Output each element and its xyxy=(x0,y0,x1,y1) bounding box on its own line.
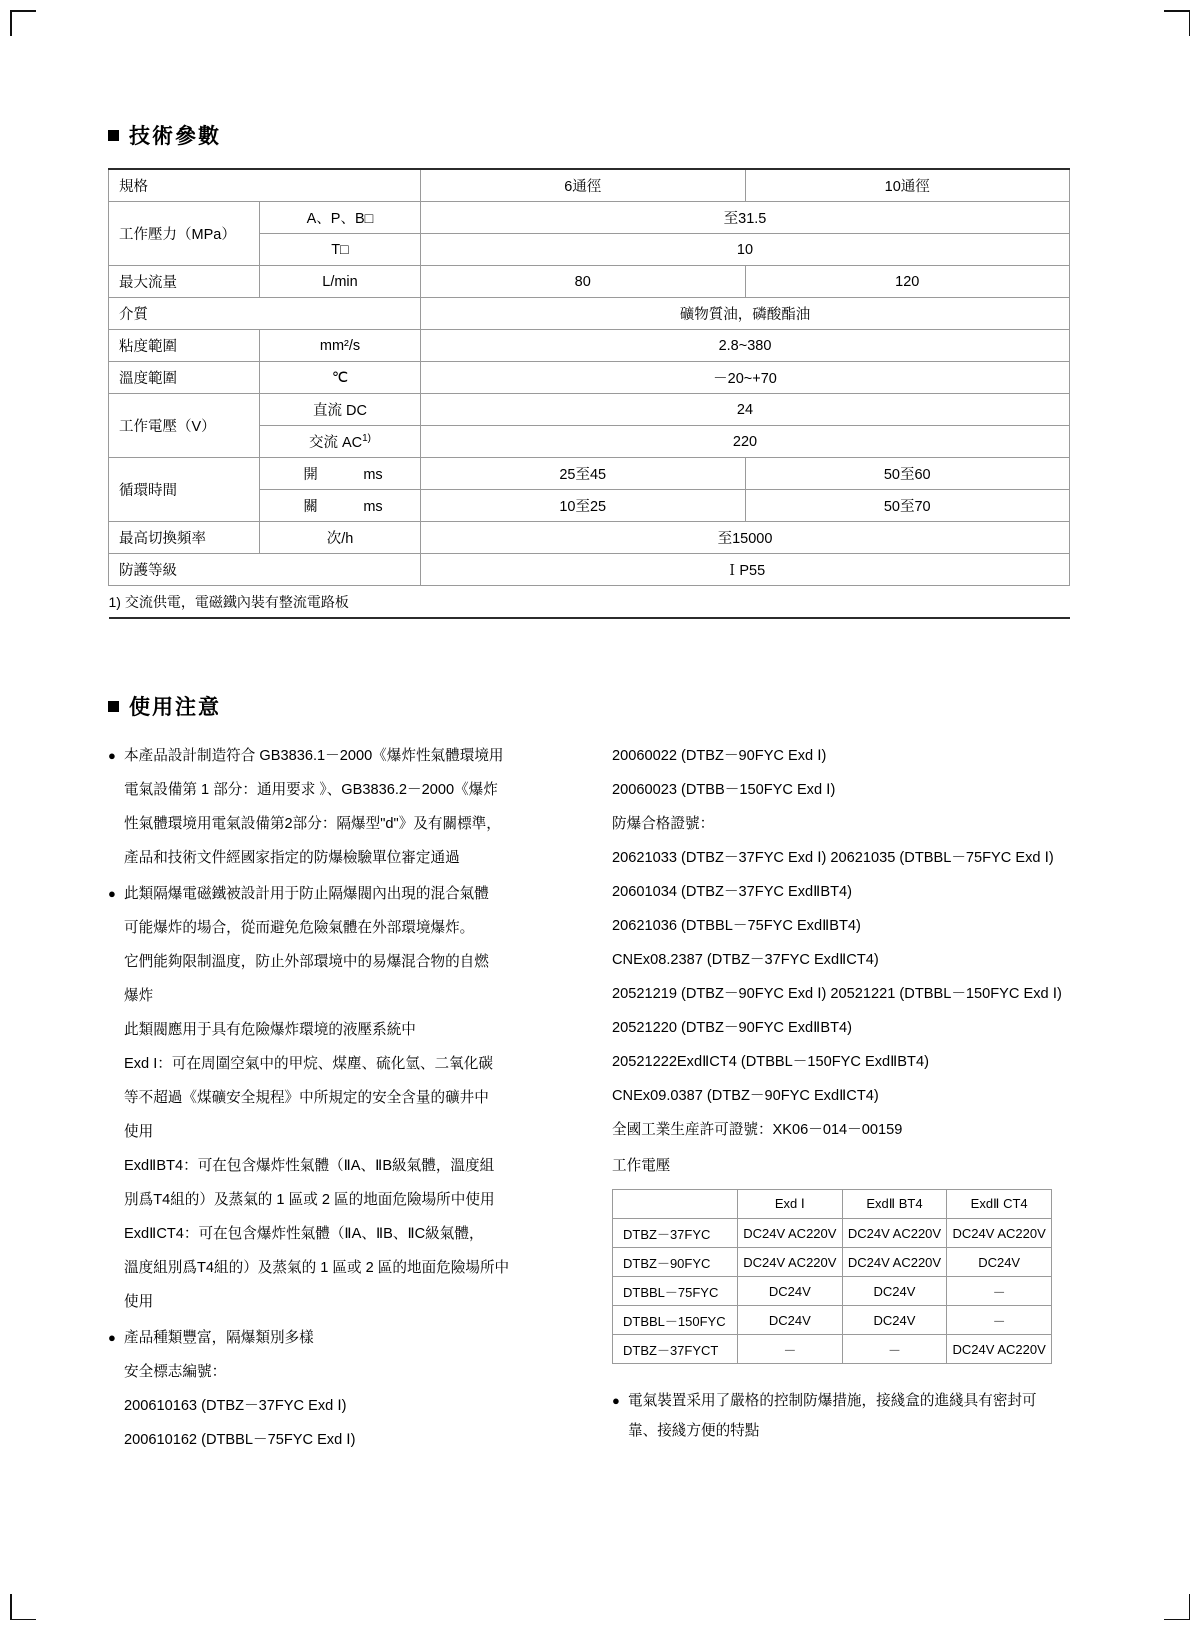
document-content xyxy=(108,120,1070,1459)
note-line: 安全標志編號： xyxy=(124,1364,227,1380)
spec-label: 循環時間 xyxy=(109,458,260,522)
cert-line: 20060023 (DTBB－150FYC Exd Ⅰ) xyxy=(612,782,836,798)
note-line: 200610163 (DTBZ－37FYC Exd Ⅰ) xyxy=(124,1398,347,1414)
cert-line: 20521222ExdⅡCT4 (DTBBL－150FYC ExdⅡBT4) xyxy=(612,1054,929,1070)
note-line: 它們能夠限制溫度，防止外部環境中的易爆混合物的自燃 xyxy=(124,954,489,970)
voltage-cell: DC24V AC220V xyxy=(738,1248,843,1277)
voltage-cell: － xyxy=(738,1335,843,1364)
spec-label: 最大流量 xyxy=(109,266,260,298)
table-row xyxy=(613,1277,1052,1306)
square-bullet-icon xyxy=(108,701,119,712)
column-header: ExdⅡ BT4 xyxy=(842,1190,947,1219)
note-line: 使用 xyxy=(124,1294,154,1310)
spec-value: 24 xyxy=(421,394,1070,426)
table-row xyxy=(109,202,1070,234)
table-row xyxy=(109,330,1070,362)
note-line: 此類閥應用于具有危險爆炸環境的液壓系統中 xyxy=(124,1022,416,1038)
spec-value: －20~+70 xyxy=(421,362,1070,394)
spec-unit xyxy=(260,458,421,490)
note-line: 電氣設備第 1 部分：通用要求 》、GB3836.2－2000《爆炸 xyxy=(124,782,498,798)
list-item xyxy=(108,1321,578,1457)
spec-label: 介質 xyxy=(109,298,421,330)
spec-value: ＩP55 xyxy=(421,554,1070,586)
spec-value-10: 10通徑 xyxy=(745,169,1070,202)
spec-unit-prefix: 關 xyxy=(303,499,318,515)
spec-section-title: 技術參數 xyxy=(129,125,221,148)
spec-unit xyxy=(260,426,421,458)
voltage-cell: DC24V AC220V xyxy=(842,1248,947,1277)
cert-line: CNEx08.2387 (DTBZ－37FYC ExdⅡCT4) xyxy=(612,952,879,968)
voltage-cell: － xyxy=(947,1306,1052,1335)
round-bullet-icon: ● xyxy=(108,886,116,901)
note-line: 使用 xyxy=(124,1124,154,1140)
model-name: DTBZ－90FYC xyxy=(613,1248,738,1277)
note-line: 溫度組別爲T4組的）及蒸氣的 1 區或 2 區的地面危險場所中 xyxy=(124,1260,510,1276)
round-bullet-icon: ● xyxy=(108,748,116,763)
note-line: 產品和技術文件經國家指定的防爆檢驗單位審定通過 xyxy=(124,850,460,866)
spec-unit-text: 交流 AC xyxy=(308,435,363,451)
table-row xyxy=(613,1219,1052,1248)
spec-label: 規格 xyxy=(109,169,421,202)
spec-section-heading xyxy=(108,120,1070,150)
voltage-cell: DC24V AC220V xyxy=(842,1219,947,1248)
note-line: 靠、接綫方便的特點 xyxy=(628,1423,760,1439)
spec-unit xyxy=(260,490,421,522)
voltage-cell: DC24V xyxy=(842,1306,947,1335)
note-line: 爆炸 xyxy=(124,988,154,1004)
list-item-body xyxy=(124,877,578,1319)
table-row xyxy=(109,522,1070,554)
list-item-body xyxy=(124,1321,578,1457)
voltage-cell: DC24V xyxy=(842,1277,947,1306)
spec-unit-prefix: 開 xyxy=(303,467,318,483)
list-item xyxy=(612,1386,1070,1446)
spec-unit: ℃ xyxy=(260,362,421,394)
model-name: DTBZ－37FYCT xyxy=(613,1335,738,1364)
note-line: ExdⅡCT4：可在包含爆炸性氣體（ⅡA、ⅡB、ⅡC級氣體， xyxy=(124,1226,484,1242)
spec-label: 溫度範圍 xyxy=(109,362,260,394)
spec-value: 220 xyxy=(421,426,1070,458)
list-item-body xyxy=(628,1386,1070,1446)
spec-label: 最高切換頻率 xyxy=(109,522,260,554)
crop-mark-top-left xyxy=(10,10,36,36)
voltage-cell: DC24V AC220V xyxy=(947,1219,1052,1248)
crop-mark-top-right xyxy=(1164,10,1190,36)
cert-line: 防爆合格證號： xyxy=(612,816,715,832)
column-header xyxy=(613,1190,738,1219)
list-item xyxy=(108,739,578,875)
voltage-cell: DC24V xyxy=(738,1306,843,1335)
square-bullet-icon xyxy=(108,130,119,141)
list-item-body xyxy=(124,739,578,875)
list-item xyxy=(108,877,578,1319)
voltage-cell: DC24V AC220V xyxy=(947,1335,1052,1364)
model-name: DTBBL－75FYC xyxy=(613,1277,738,1306)
voltage-cell: － xyxy=(947,1277,1052,1306)
cert-line: 20601034 (DTBZ－37FYC ExdⅡBT4) xyxy=(612,884,852,900)
spec-value-6: 6通徑 xyxy=(421,169,746,202)
spec-unit: 直流 DC xyxy=(260,394,421,426)
cert-line: 全國工業生産許可證號：XK06－014－00159 xyxy=(612,1122,903,1138)
voltage-cell: DC24V xyxy=(738,1277,843,1306)
spec-footnote: 1) 交流供電，電磁鐵內裝有整流電路板 xyxy=(109,586,1070,619)
column-header: Exd Ⅰ xyxy=(738,1190,843,1219)
notes-columns xyxy=(108,739,1070,1459)
table-row xyxy=(109,169,1070,202)
cert-line: 20621033 (DTBZ－37FYC Exd Ⅰ) 20621035 (DTBBL－75FYC Exd Ⅰ) xyxy=(612,850,1054,866)
spec-label: 工作壓力（MPa） xyxy=(109,202,260,266)
notes-right-column xyxy=(612,739,1070,1459)
note-line: 可能爆炸的場合，從而避免危險氣體在外部環境爆炸。 xyxy=(124,920,475,936)
cert-line: 20521220 (DTBZ－90FYC ExdⅡBT4) xyxy=(612,1020,852,1036)
crop-mark-bottom-left xyxy=(10,1594,36,1620)
note-line: 產品種類豐富，隔爆類別多樣 xyxy=(124,1330,314,1346)
spec-unit: T□ xyxy=(260,234,421,266)
table-row xyxy=(109,554,1070,586)
table-row xyxy=(109,298,1070,330)
spec-unit-superscript: 1) xyxy=(362,433,372,445)
note-line: ExdⅡBT4：可在包含爆炸性氣體（ⅡA、ⅡB級氣體，溫度組 xyxy=(124,1158,495,1174)
table-row xyxy=(109,362,1070,394)
spec-unit: A、P、B□ xyxy=(260,202,421,234)
notes-section xyxy=(108,691,1070,1459)
cert-line: CNEx09.0387 (DTBZ－90FYC ExdⅡCT4) xyxy=(612,1088,879,1104)
round-bullet-icon: ● xyxy=(612,1393,620,1408)
spec-unit-text: ms xyxy=(363,467,383,483)
voltage-cell: DC24V xyxy=(947,1248,1052,1277)
spec-label: 粘度範圍 xyxy=(109,330,260,362)
spec-value: 10 xyxy=(421,234,1070,266)
notes-left-column xyxy=(108,739,578,1459)
spec-value-6: 10至25 xyxy=(421,490,746,522)
model-name: DTBBL－150FYC xyxy=(613,1306,738,1335)
round-bullet-icon: ● xyxy=(108,1330,116,1345)
note-line: Exd I：可在周圍空氣中的甲烷、煤塵、硫化氫、二氧化碳 xyxy=(124,1056,493,1072)
voltage-cell: DC24V AC220V xyxy=(738,1219,843,1248)
table-row xyxy=(613,1335,1052,1364)
voltage-table xyxy=(612,1189,1052,1364)
note-line: 此類隔爆電磁鐵被設計用于防止隔爆閥內出現的混合氣體 xyxy=(124,886,489,902)
spec-unit: 次/h xyxy=(260,522,421,554)
spec-value: 至15000 xyxy=(421,522,1070,554)
table-row xyxy=(109,458,1070,490)
crop-mark-bottom-right xyxy=(1164,1594,1190,1620)
spec-value-10: 50至70 xyxy=(745,490,1070,522)
note-line: 等不超過《煤礦安全規程》中所規定的安全含量的礦井中 xyxy=(124,1090,489,1106)
spec-label: 工作電壓（V） xyxy=(109,394,260,458)
table-row xyxy=(613,1248,1052,1277)
notes-section-title: 使用注意 xyxy=(129,696,221,719)
note-line: 200610162 (DTBBL－75FYC Exd Ⅰ) xyxy=(124,1432,356,1448)
table-row xyxy=(109,586,1070,619)
spec-value-10: 120 xyxy=(745,266,1070,298)
model-name: DTBZ－37FYC xyxy=(613,1219,738,1248)
spec-table xyxy=(108,168,1070,619)
spec-unit: L/min xyxy=(260,266,421,298)
cert-line: 20060022 (DTBZ－90FYC Exd Ⅰ) xyxy=(612,748,827,764)
spec-value-6: 25至45 xyxy=(421,458,746,490)
notes-section-heading xyxy=(108,691,1070,721)
table-row xyxy=(109,394,1070,426)
spec-value-6: 80 xyxy=(421,266,746,298)
cert-line: 20521219 (DTBZ－90FYC Exd Ⅰ) 20521221 (DTBBL－150FYC Exd Ⅰ) xyxy=(612,986,1062,1002)
note-line: 別爲T4組的）及蒸氣的 1 區或 2 區的地面危險場所中使用 xyxy=(124,1192,495,1208)
voltage-cell: － xyxy=(842,1335,947,1364)
column-header: ExdⅡ CT4 xyxy=(947,1190,1052,1219)
spec-unit-text: ms xyxy=(363,499,383,515)
cert-line: 20621036 (DTBBL－75FYC ExdⅡBT4) xyxy=(612,918,861,934)
spec-value: 至31.5 xyxy=(421,202,1070,234)
voltage-table-caption: 工作電壓 xyxy=(612,1158,671,1174)
note-line: 電氣裝置采用了嚴格的控制防爆措施，接綫盒的進綫具有密封可 xyxy=(628,1393,1037,1409)
spec-label: 防護等級 xyxy=(109,554,421,586)
spec-value: 礦物質油，磷酸酯油 xyxy=(421,298,1070,330)
table-row xyxy=(613,1306,1052,1335)
table-row xyxy=(109,266,1070,298)
spec-value-10: 50至60 xyxy=(745,458,1070,490)
note-line: 性氣體環境用電氣設備第2部分：隔爆型"d"》及有關標準， xyxy=(124,816,501,832)
spec-value: 2.8~380 xyxy=(421,330,1070,362)
table-header-row xyxy=(613,1190,1052,1219)
note-line: 本產品設計制造符合 GB3836.1－2000《爆炸性氣體環境用 xyxy=(124,748,504,764)
spec-unit: mm²/s xyxy=(260,330,421,362)
